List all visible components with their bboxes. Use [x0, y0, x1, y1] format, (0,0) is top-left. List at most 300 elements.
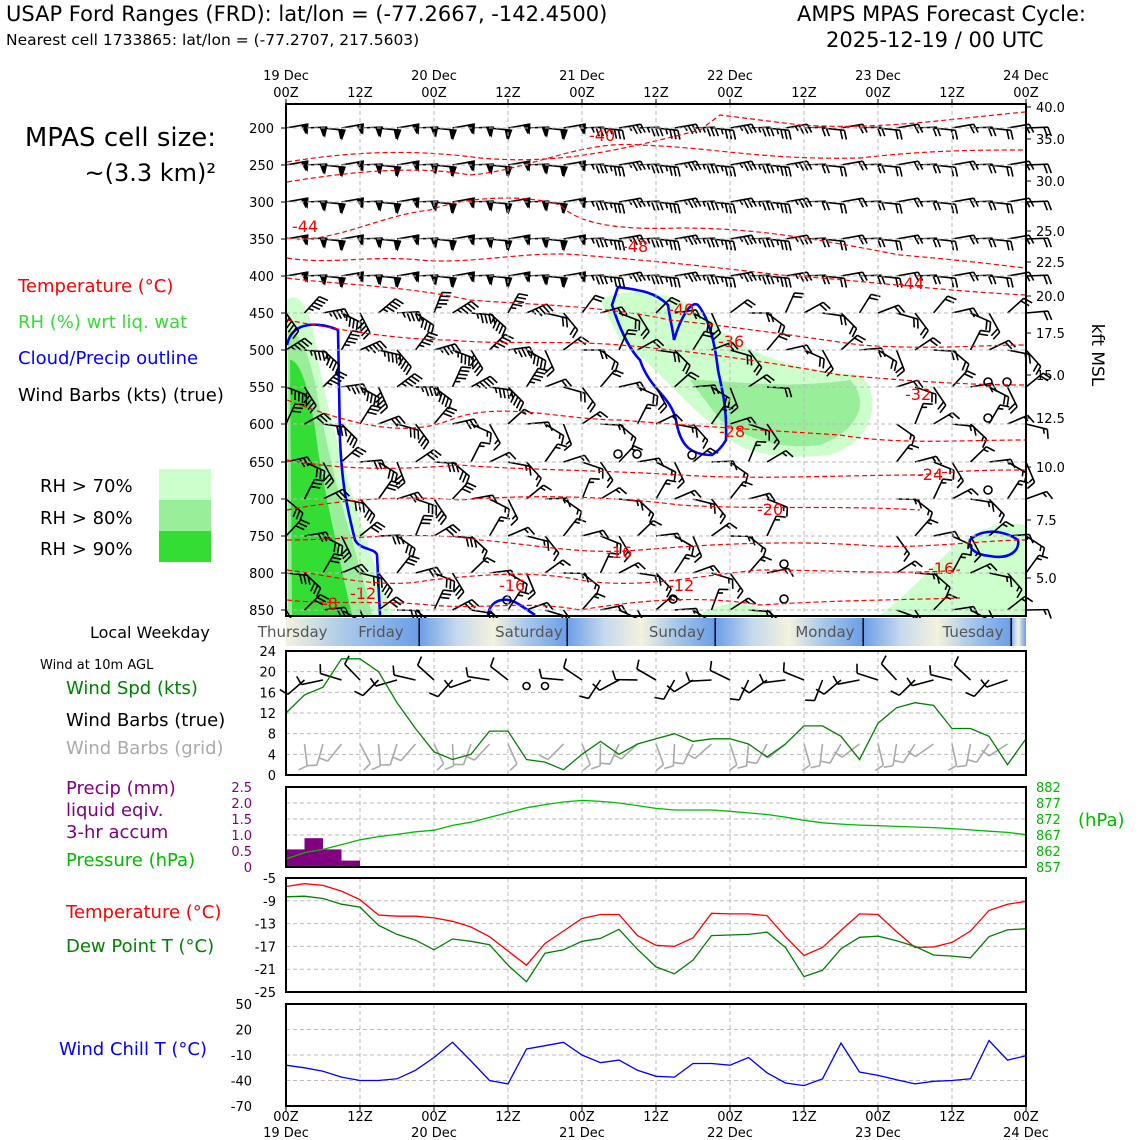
wind-barb: [286, 198, 309, 211]
wind-barb: [356, 387, 382, 407]
top-time-tick-label: 12Z: [939, 86, 965, 101]
top-time-tick-label: 00Z: [421, 86, 447, 101]
barb-half-flag: [737, 588, 742, 593]
wind-barb-true: [907, 671, 933, 686]
wind-barb-true: [879, 656, 903, 680]
isotherm-path: [287, 570, 960, 583]
wind-barb: [933, 128, 959, 140]
barb-flag: [637, 272, 642, 281]
wind-barb: [988, 202, 1014, 214]
wind-barb: [1026, 490, 1053, 507]
barb-flag: [621, 167, 625, 176]
barb-flag: [899, 167, 903, 176]
wind-barb: [463, 350, 484, 376]
barb-flag: [617, 241, 621, 250]
barb-flag: [1010, 278, 1014, 287]
wind-barb: [786, 290, 804, 316]
wind-barb: [655, 128, 681, 140]
wind-barb: [915, 401, 933, 428]
top-time-tick-label: 00Z: [865, 86, 891, 101]
wind-chill-y-tick-label: 50: [235, 998, 252, 1013]
barb-flag: [411, 610, 414, 619]
barb-flag: [859, 272, 864, 281]
wind-barb: [730, 298, 755, 320]
barb-flag: [596, 275, 599, 284]
barb-flag: [980, 328, 989, 335]
wind-barbs-grid: [296, 736, 1008, 770]
wind-barb: [655, 276, 681, 288]
wind-barb: [397, 553, 419, 578]
precip-pressure-panel: [66, 778, 1125, 876]
barb-shaft: [987, 680, 1008, 687]
wind-barb: [465, 536, 489, 560]
barb-flag: [1048, 610, 1051, 619]
legend-barbs: Wind Barbs (kts) (true): [18, 385, 224, 406]
wind-barb: [693, 446, 718, 469]
wind-barb: [985, 387, 1011, 406]
height-tick-label: 12.5: [1036, 412, 1065, 427]
barb-flag: [591, 766, 600, 769]
weekday-label: Tuesday: [942, 623, 1004, 641]
height-tick-label: 15.0: [1036, 369, 1065, 384]
pressure-tick-label: 882: [1036, 781, 1061, 796]
wind-barb: [360, 340, 386, 358]
barb-flag: [596, 201, 599, 210]
wind-barb: [934, 294, 957, 319]
barb-flag: [970, 272, 975, 281]
temperature-contour-label: -8: [322, 594, 338, 613]
weekday-cell: [1019, 618, 1026, 646]
precip-y-tick-label: 2.0: [231, 797, 252, 812]
wind-y-tick-label: 12: [259, 707, 276, 722]
barb-half-flag: [635, 564, 639, 569]
barb-flag: [899, 241, 903, 250]
wind-speed-legend: Wind Spd (kts): [66, 678, 198, 699]
wind-barb: [582, 410, 608, 431]
barb-shaft: [548, 744, 564, 760]
wind-barb: [576, 573, 601, 595]
wind-y-axis: [259, 645, 276, 784]
barb-flag: [673, 204, 677, 213]
weekday-cell: [863, 618, 937, 646]
wind-barb: [889, 536, 911, 562]
barb-flag: [498, 388, 502, 397]
barb-flag: [651, 164, 654, 173]
bottom-time-tick-label: 00Z: [273, 1110, 299, 1125]
wind-barb: [670, 536, 696, 556]
wind-barb: [286, 161, 309, 174]
barb-flag: [673, 278, 677, 287]
bottom-time-tick-label: 12Z: [939, 1110, 965, 1125]
barb-shaft: [784, 672, 804, 680]
barb-flag: [732, 241, 736, 250]
wind-barb: [822, 202, 848, 214]
wind-barb: [600, 276, 626, 288]
barb-shaft: [637, 669, 656, 680]
barb-flag: [669, 203, 673, 212]
wind-barb: [877, 239, 903, 251]
barb-half-flag: [597, 413, 601, 418]
barb-flag: [744, 273, 749, 282]
barb-flag: [343, 656, 352, 664]
barb-flag: [708, 661, 715, 670]
cell-size-value: ~(3.3 km)²: [84, 159, 216, 187]
wind-barb: [527, 303, 553, 321]
barb-flag: [619, 486, 626, 495]
pressure-tick-label: 550: [249, 381, 274, 396]
wind-barb: [675, 552, 696, 578]
barb-flag: [669, 166, 673, 175]
barb-flag: [805, 697, 814, 703]
pressure-tick-label: 400: [249, 270, 274, 285]
barb-flag: [596, 238, 599, 247]
barb-shaft: [468, 677, 490, 680]
temperature-contour-label: -48: [622, 237, 649, 256]
barb-flag: [895, 167, 899, 176]
wind-barb: [1008, 414, 1035, 432]
barb-shaft: [600, 680, 619, 690]
barb-flag: [674, 760, 683, 767]
barb-flag: [820, 359, 826, 368]
barb-flag: [390, 353, 395, 362]
temperature-contour-label: -28: [719, 422, 746, 441]
barb-flag: [480, 314, 484, 323]
wind-barb-grid: [426, 744, 445, 770]
wind-chill-legend: Wind Chill T (°C): [59, 1039, 207, 1060]
barb-flag: [322, 352, 326, 361]
barb-flag: [443, 587, 452, 594]
barb-flag: [843, 130, 847, 139]
wind-barb-true: [593, 672, 619, 692]
cell-size-label: MPAS cell size:: [24, 123, 216, 153]
barb-flag: [762, 201, 765, 210]
barb-flag: [891, 689, 899, 698]
wind-barb-true: [760, 671, 786, 683]
barb-flag: [839, 316, 843, 325]
barb-flag: [688, 236, 693, 245]
top-time-tick-label: 00Z: [569, 86, 595, 101]
pressure-tick-label: 862: [1036, 845, 1061, 860]
legend-rh90-swatch: [159, 531, 211, 562]
wind-barb-true: [952, 656, 976, 680]
barb-flag: [436, 764, 445, 771]
barb-flag: [613, 277, 617, 286]
barb-flag: [957, 764, 966, 769]
wind-barb: [766, 276, 792, 288]
temperature-y-tick-label: -25: [254, 986, 276, 1001]
wind-barb: [877, 128, 903, 140]
barb-flag: [1010, 167, 1014, 176]
barb-shaft: [328, 744, 342, 761]
barb-flag: [799, 273, 804, 282]
barb-flag: [1006, 204, 1010, 213]
pressure-tick-label: 650: [249, 456, 274, 471]
wind-barb-true: [833, 671, 859, 685]
barb-half-flag: [616, 489, 620, 494]
wind-barb: [1026, 311, 1052, 322]
top-date-label: 21 Dec: [559, 69, 605, 84]
barb-flag: [1010, 204, 1014, 213]
barb-flag: [788, 130, 792, 139]
temperature-contour-label: -16: [928, 559, 955, 578]
dewpoint-legend: Dew Point T (°C): [66, 936, 215, 957]
barb-flag: [954, 278, 958, 287]
barb-shaft: [394, 675, 415, 680]
top-date-label: 19 Dec: [263, 69, 309, 84]
barb-flag: [637, 124, 642, 133]
wind-barb: [891, 424, 917, 446]
pressure-tick-label: 877: [1036, 797, 1061, 812]
height-axis-label: kft MSL: [1087, 323, 1107, 387]
wind-barb-true: [539, 669, 565, 680]
wind-barb-true: [415, 657, 440, 680]
barb-shaft: [903, 744, 915, 763]
wind-barb: [952, 369, 976, 393]
barb-flag: [1005, 397, 1012, 406]
barb-half-flag: [511, 515, 516, 519]
wind-barb-grid: [869, 744, 884, 770]
barb-flag: [488, 658, 496, 667]
wind-y-tick-label: 0: [267, 769, 276, 784]
weekday-label: Thursday: [257, 623, 328, 641]
barb-flag: [707, 127, 710, 136]
barb-flag: [954, 204, 958, 213]
barb-flag: [784, 204, 788, 213]
barb-flag: [601, 760, 610, 766]
barb-flag: [1010, 130, 1014, 139]
wind-barb: [873, 350, 899, 371]
bottom-time-tick-label: 00Z: [1013, 1110, 1039, 1125]
bottom-date-label: 23 Dec: [855, 1126, 901, 1140]
barb-flag: [952, 656, 960, 665]
barb-flag: [298, 766, 307, 770]
barb-flag: [943, 476, 952, 483]
wind-chill-y-tick-label: -10: [230, 1049, 252, 1064]
barb-flag: [654, 396, 660, 405]
wind-barb: [434, 523, 460, 544]
temperature-contour-label: -16: [606, 543, 633, 562]
top-time-tick-label: 12Z: [495, 86, 521, 101]
barb-flag: [843, 167, 847, 176]
barb-flag: [748, 235, 753, 244]
wind-barb: [595, 350, 620, 372]
wind-y-tick-label: 8: [267, 727, 276, 743]
barb-flag: [502, 389, 506, 398]
wind-barb: [933, 202, 959, 214]
barb-flag: [968, 757, 977, 765]
barb-flag: [509, 764, 518, 770]
barb-flag: [724, 166, 728, 175]
barb-flag: [677, 167, 681, 176]
wind-barb: [545, 498, 570, 508]
wind-y-tick-label: 4: [267, 748, 276, 764]
barb-flag: [600, 469, 606, 478]
temperature-panel: [65, 872, 1026, 1001]
wind-barb: [952, 487, 978, 507]
bottom-time-axis: [263, 1106, 1049, 1140]
barb-flag: [928, 665, 933, 674]
barb-flag: [1044, 311, 1048, 320]
barb-flag: [954, 130, 958, 139]
barb-shaft: [899, 680, 915, 695]
wind-barb: [522, 350, 548, 370]
wind-barb: [410, 313, 436, 334]
wind-barb: [877, 165, 903, 177]
barb-flag: [522, 348, 526, 357]
temperature-contour-label: -36: [718, 332, 745, 351]
wind-barb-true: [391, 666, 417, 680]
wind-barb-grid: [884, 743, 897, 769]
barb-flag: [677, 204, 681, 213]
barb-flag: [617, 204, 621, 213]
barb-flag: [318, 351, 322, 360]
wind-barb-grid: [500, 744, 518, 770]
barb-flag: [1044, 201, 1047, 210]
barb-half-flag: [383, 308, 388, 313]
barb-flag: [748, 161, 753, 170]
wind-barb-true: [634, 660, 660, 680]
barb-flag: [748, 272, 753, 281]
barb-flag: [673, 167, 677, 176]
barb-flag: [899, 204, 903, 213]
wind-barb: [967, 313, 993, 331]
barb-shaft: [542, 678, 564, 680]
legend-temperature: Temperature (°C): [18, 276, 174, 297]
wind-barb-true: [686, 671, 711, 681]
wind-barb: [971, 445, 995, 469]
wind-barb-grid: [747, 740, 767, 766]
barb-flag: [801, 765, 810, 770]
wind-barb: [988, 165, 1014, 177]
barb-flag: [677, 278, 681, 287]
barb-flag: [719, 587, 728, 593]
pressure-tick-label: 200: [249, 122, 274, 137]
barb-flag: [633, 125, 638, 134]
barb-flag: [633, 162, 638, 171]
top-time-tick-label: 00Z: [717, 86, 743, 101]
temperature-contour-label: -40: [589, 126, 616, 145]
wind-barb-grid: [392, 738, 415, 763]
wind-barb: [527, 483, 552, 506]
barb-flag: [673, 130, 677, 139]
barb-flag: [762, 164, 765, 173]
barb-flag: [784, 130, 788, 139]
barb-flag: [651, 238, 654, 247]
barb-flag: [762, 238, 765, 247]
height-tick-label: 40.0: [1036, 101, 1065, 116]
barb-flag: [884, 764, 893, 768]
barb-flag: [688, 273, 693, 282]
temperature-y-tick-label: -13: [254, 917, 276, 933]
wind-barb: [582, 476, 600, 503]
barb-flag: [1048, 164, 1051, 173]
barb-flag: [1006, 278, 1010, 287]
barb-flag: [484, 314, 488, 323]
bottom-time-tick-label: 12Z: [347, 1110, 373, 1125]
precip-legend-1: Precip (mm): [66, 778, 176, 799]
barb-flag: [669, 240, 673, 249]
wind-barb: [933, 165, 959, 177]
barb-flag: [794, 290, 803, 296]
forecast-cycle-date: 2025-12-19 / 00 UTC: [826, 28, 1044, 52]
barb-flag: [692, 235, 697, 244]
bottom-time-tick-label: 00Z: [421, 1110, 447, 1125]
weekday-label: Monday: [795, 623, 855, 641]
barb-shaft: [363, 680, 379, 696]
bottom-date-label: 19 Dec: [263, 1126, 309, 1140]
barb-shaft: [450, 680, 471, 688]
wind-barb: [631, 499, 655, 523]
wind-barb-true: [781, 662, 808, 680]
wind-barb-grid: [539, 738, 563, 762]
barb-flag: [894, 758, 903, 765]
wind-barb: [564, 335, 589, 357]
barb-flag: [442, 290, 451, 296]
barb-flag: [621, 130, 625, 139]
barb-half-flag: [949, 414, 953, 419]
barb-flag: [839, 241, 843, 250]
wind-barb-grid: [574, 744, 592, 771]
wind-chill-grid: [286, 1004, 1026, 1106]
bottom-time-tick-label: 00Z: [865, 1110, 891, 1125]
legend-rh70-swatch: [159, 469, 211, 500]
wind-barb-grid: [352, 744, 372, 770]
legend-rh: RH (%) wrt liq. wat: [18, 312, 188, 333]
barb-flag: [954, 167, 958, 176]
temperature-contour-label: -40: [668, 300, 695, 319]
wind-barb-grid: [821, 740, 841, 766]
barb-flag: [688, 162, 693, 171]
temperature-y-tick-label: -21: [254, 963, 276, 979]
wind-barb: [749, 554, 772, 579]
barb-shaft: [491, 666, 508, 680]
barb-half-flag: [903, 551, 908, 556]
temperature-contour-label: -24: [917, 465, 944, 484]
barb-flag: [781, 662, 787, 671]
barb-flag: [744, 236, 749, 245]
wind-barb-grid: [957, 742, 971, 768]
wind-barb: [822, 165, 848, 177]
height-tick-label: 35.0: [1036, 133, 1065, 148]
wind-barb: [933, 239, 959, 251]
barb-flag: [488, 315, 492, 324]
barb-flag: [762, 127, 765, 136]
barb-shaft: [438, 680, 452, 697]
legend-rh70-label: RH > 70%: [40, 476, 133, 497]
barb-flag: [688, 125, 693, 134]
pressure-axis: [249, 122, 286, 619]
wind-barb: [933, 276, 959, 288]
barb-flag: [760, 674, 764, 683]
precip-legend-3: 3-hr accum: [66, 822, 169, 843]
wind-barb: [453, 481, 477, 505]
barb-flag: [724, 129, 728, 138]
barb-flag: [914, 161, 919, 170]
barb-flag: [780, 166, 784, 175]
barb-flag: [914, 124, 919, 133]
barb-shaft: [820, 744, 823, 766]
wind-barb: [434, 290, 451, 317]
wind-barb-true: [667, 672, 693, 693]
barb-shaft: [931, 675, 952, 680]
wind-barb-grid: [601, 740, 619, 766]
bottom-time-tick-label: 00Z: [569, 1110, 595, 1125]
weekday-cell: [1011, 618, 1018, 646]
barb-flag: [799, 162, 804, 171]
barb-flag: [651, 201, 654, 210]
weekday-bar-label: Local Weekday: [90, 623, 210, 642]
barb-flag: [392, 535, 395, 544]
